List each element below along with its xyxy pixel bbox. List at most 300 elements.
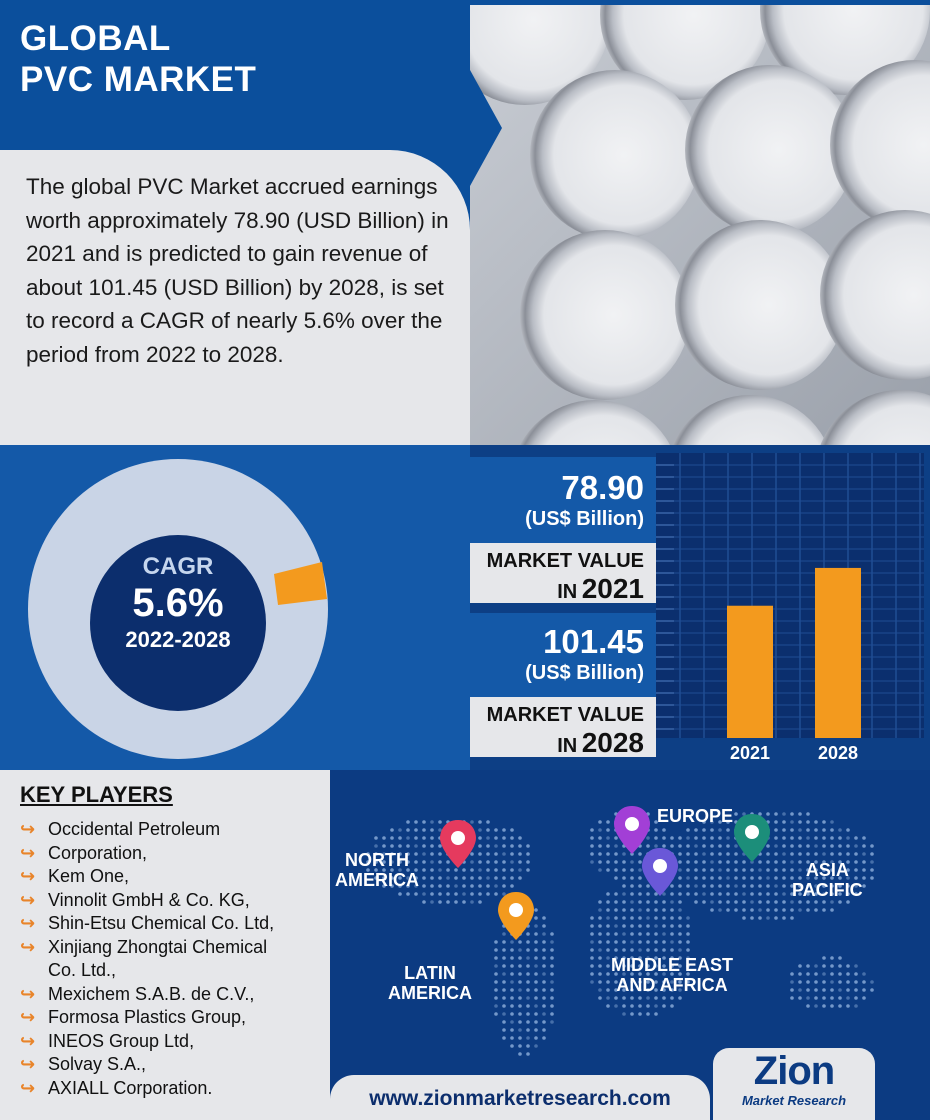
map-dot bbox=[590, 940, 594, 944]
map-dot bbox=[694, 844, 698, 848]
map-dot bbox=[638, 1012, 642, 1016]
map-dot bbox=[638, 932, 642, 936]
map-dot bbox=[406, 892, 410, 896]
map-dot bbox=[494, 892, 498, 896]
market-value-2028-box bbox=[470, 613, 656, 697]
map-dot bbox=[726, 860, 730, 864]
map-dot bbox=[406, 828, 410, 832]
map-dot bbox=[646, 836, 650, 840]
map-dot bbox=[398, 892, 402, 896]
map-dot bbox=[726, 852, 730, 856]
map-dot bbox=[446, 876, 450, 880]
map-dot bbox=[518, 964, 522, 968]
map-dot bbox=[838, 900, 842, 904]
map-dot bbox=[814, 844, 818, 848]
map-dot bbox=[438, 876, 442, 880]
map-dot bbox=[774, 868, 778, 872]
map-dot bbox=[550, 1012, 554, 1016]
map-dot bbox=[542, 916, 546, 920]
map-dot bbox=[622, 852, 626, 856]
map-dot bbox=[766, 876, 770, 880]
map-dot bbox=[630, 932, 634, 936]
map-dot bbox=[478, 884, 482, 888]
map-dot bbox=[470, 876, 474, 880]
market-value-bar-chart bbox=[656, 453, 924, 765]
map-dot bbox=[590, 980, 594, 984]
map-dot bbox=[734, 884, 738, 888]
market-value-2028-year: 2028 bbox=[581, 727, 644, 758]
map-dot bbox=[686, 844, 690, 848]
map-dot bbox=[838, 972, 842, 976]
map-dot bbox=[606, 996, 610, 1000]
map-dot bbox=[598, 972, 602, 976]
map-dot bbox=[782, 868, 786, 872]
map-dot bbox=[614, 948, 618, 952]
map-dot bbox=[678, 868, 682, 872]
map-dot bbox=[606, 868, 610, 872]
map-dot bbox=[590, 956, 594, 960]
map-dot bbox=[454, 868, 458, 872]
map-dot bbox=[766, 852, 770, 856]
arrow-icon: ↪ bbox=[20, 1054, 36, 1074]
map-dot bbox=[790, 836, 794, 840]
map-dot bbox=[542, 1004, 546, 1008]
map-dot bbox=[638, 876, 642, 880]
map-dot bbox=[662, 924, 666, 928]
chart-plot-area bbox=[656, 453, 924, 738]
market-value-2028-unit: (US$ Billion) bbox=[525, 662, 644, 684]
map-dot bbox=[670, 884, 674, 888]
map-dot bbox=[430, 836, 434, 840]
map-dot bbox=[606, 820, 610, 824]
map-dot bbox=[486, 852, 490, 856]
map-dot bbox=[774, 844, 778, 848]
map-dot bbox=[686, 932, 690, 936]
map-dot bbox=[766, 868, 770, 872]
key-player-item bbox=[20, 818, 330, 842]
map-dot bbox=[478, 836, 482, 840]
north-america-pin-icon bbox=[440, 820, 476, 868]
map-dot bbox=[790, 852, 794, 856]
map-dot bbox=[678, 924, 682, 928]
map-dot bbox=[606, 828, 610, 832]
map-dot bbox=[678, 844, 682, 848]
key-players-panel bbox=[0, 770, 330, 1120]
map-dot bbox=[502, 1028, 506, 1032]
map-dot bbox=[414, 892, 418, 896]
map-dot bbox=[518, 980, 522, 984]
map-dot bbox=[422, 836, 426, 840]
map-dot bbox=[606, 924, 610, 928]
map-dot bbox=[510, 852, 514, 856]
map-dot bbox=[846, 828, 850, 832]
map-dot bbox=[838, 980, 842, 984]
map-dot bbox=[710, 884, 714, 888]
map-dot bbox=[430, 820, 434, 824]
map-dot bbox=[422, 820, 426, 824]
key-player-item bbox=[20, 936, 330, 960]
market-value-2021-label-box bbox=[470, 543, 656, 603]
map-dot bbox=[782, 892, 786, 896]
map-dot bbox=[838, 836, 842, 840]
map-dot bbox=[398, 836, 402, 840]
map-dot bbox=[662, 932, 666, 936]
map-dot bbox=[798, 988, 802, 992]
map-dot bbox=[766, 844, 770, 848]
map-dot bbox=[766, 900, 770, 904]
map-dot bbox=[686, 940, 690, 944]
map-dot bbox=[766, 812, 770, 816]
map-dot bbox=[718, 860, 722, 864]
map-dot bbox=[710, 844, 714, 848]
map-dot bbox=[494, 876, 498, 880]
map-dot bbox=[550, 1020, 554, 1024]
map-dot bbox=[590, 836, 594, 840]
map-dot bbox=[678, 996, 682, 1000]
map-dot bbox=[742, 884, 746, 888]
map-dot bbox=[542, 956, 546, 960]
map-dot bbox=[702, 844, 706, 848]
region-europe-line1: EUROPE bbox=[657, 806, 734, 826]
map-dot bbox=[526, 1012, 530, 1016]
map-dot bbox=[830, 1004, 834, 1008]
map-dot bbox=[534, 1044, 538, 1048]
map-dot bbox=[422, 900, 426, 904]
map-dot bbox=[750, 892, 754, 896]
map-dot bbox=[870, 988, 874, 992]
page-title bbox=[20, 18, 256, 100]
map-dot bbox=[422, 892, 426, 896]
map-dot bbox=[814, 980, 818, 984]
map-dot bbox=[670, 900, 674, 904]
map-dot bbox=[478, 892, 482, 896]
map-dot bbox=[470, 820, 474, 824]
map-dot bbox=[790, 820, 794, 824]
map-dot bbox=[806, 964, 810, 968]
map-dot bbox=[518, 996, 522, 1000]
map-dot bbox=[622, 908, 626, 912]
map-dot bbox=[502, 876, 506, 880]
map-dot bbox=[686, 876, 690, 880]
map-dot bbox=[510, 996, 514, 1000]
map-dot bbox=[462, 892, 466, 896]
arrow-icon: ↪ bbox=[20, 936, 36, 957]
map-dot bbox=[806, 980, 810, 984]
map-dot bbox=[614, 860, 618, 864]
map-dot bbox=[838, 844, 842, 848]
logo-subtext: Market Research bbox=[741, 1093, 847, 1108]
map-dot bbox=[654, 924, 658, 928]
map-dot bbox=[670, 940, 674, 944]
map-dot bbox=[830, 852, 834, 856]
map-dot bbox=[646, 948, 650, 952]
map-dot bbox=[638, 868, 642, 872]
map-dot bbox=[414, 820, 418, 824]
description-box bbox=[0, 150, 470, 445]
map-dot bbox=[830, 964, 834, 968]
map-dot bbox=[646, 884, 650, 888]
map-dot bbox=[654, 908, 658, 912]
map-dot bbox=[414, 828, 418, 832]
map-dot bbox=[694, 892, 698, 896]
map-dot bbox=[630, 924, 634, 928]
map-dot bbox=[726, 868, 730, 872]
map-dot bbox=[510, 988, 514, 992]
map-dot bbox=[798, 836, 802, 840]
map-dot bbox=[438, 828, 442, 832]
map-dot bbox=[590, 964, 594, 968]
map-dot bbox=[462, 868, 466, 872]
map-dot bbox=[550, 948, 554, 952]
map-dot bbox=[502, 988, 506, 992]
key-player-name: Formosa Plastics Group, bbox=[48, 1007, 247, 1027]
map-dot bbox=[630, 948, 634, 952]
key-player-name: Vinnolit GmbH & Co. KG, bbox=[48, 889, 250, 910]
map-dot bbox=[614, 836, 618, 840]
map-dot bbox=[758, 860, 762, 864]
map-dot bbox=[766, 884, 770, 888]
key-players-list bbox=[20, 818, 330, 1100]
map-dot bbox=[822, 980, 826, 984]
map-dot bbox=[518, 1052, 522, 1056]
map-dot bbox=[494, 972, 498, 976]
map-dot bbox=[590, 860, 594, 864]
map-dot bbox=[518, 844, 522, 848]
map-dot bbox=[814, 828, 818, 832]
map-dot bbox=[750, 868, 754, 872]
arrow-icon: ↪ bbox=[20, 1007, 36, 1027]
map-dot bbox=[638, 940, 642, 944]
map-dot bbox=[646, 916, 650, 920]
map-dot bbox=[494, 852, 498, 856]
map-dot bbox=[542, 980, 546, 984]
map-dot bbox=[478, 860, 482, 864]
map-dot bbox=[502, 964, 506, 968]
map-dot bbox=[726, 884, 730, 888]
map-dot bbox=[502, 884, 506, 888]
map-dot bbox=[782, 852, 786, 856]
map-dot bbox=[726, 892, 730, 896]
bottom-section bbox=[0, 770, 930, 1120]
market-value-2028-prefix: IN bbox=[557, 735, 578, 757]
map-dot bbox=[550, 996, 554, 1000]
map-dot bbox=[614, 852, 618, 856]
map-dot bbox=[494, 844, 498, 848]
map-dot bbox=[614, 868, 618, 872]
map-dot bbox=[870, 844, 874, 848]
map-dot bbox=[438, 892, 442, 896]
map-dot bbox=[526, 1004, 530, 1008]
map-dot bbox=[510, 876, 514, 880]
map-dot bbox=[862, 836, 866, 840]
cagr-circle bbox=[90, 535, 266, 711]
map-dot bbox=[478, 876, 482, 880]
map-dot bbox=[814, 1004, 818, 1008]
map-dot bbox=[790, 916, 794, 920]
map-dot bbox=[510, 956, 514, 960]
map-dot bbox=[502, 852, 506, 856]
map-dot bbox=[798, 964, 802, 968]
map-dot bbox=[854, 988, 858, 992]
bar-2028 bbox=[815, 568, 861, 738]
map-dot bbox=[782, 860, 786, 864]
map-dot bbox=[814, 836, 818, 840]
map-dot bbox=[526, 932, 530, 936]
map-dot bbox=[710, 828, 714, 832]
map-dot bbox=[598, 844, 602, 848]
map-dot bbox=[638, 948, 642, 952]
map-dot bbox=[774, 852, 778, 856]
map-dot bbox=[806, 972, 810, 976]
map-dot bbox=[870, 868, 874, 872]
map-dot bbox=[654, 836, 658, 840]
map-dot bbox=[774, 916, 778, 920]
map-dot bbox=[662, 916, 666, 920]
map-dot bbox=[646, 900, 650, 904]
map-dot bbox=[494, 956, 498, 960]
map-dot bbox=[622, 948, 626, 952]
map-dot bbox=[534, 932, 538, 936]
map-dot bbox=[438, 844, 442, 848]
map-dot bbox=[438, 820, 442, 824]
map-dot bbox=[758, 892, 762, 896]
map-dot bbox=[702, 868, 706, 872]
map-dot bbox=[798, 908, 802, 912]
map-dot bbox=[502, 996, 506, 1000]
map-dot bbox=[830, 956, 834, 960]
map-dot bbox=[798, 812, 802, 816]
map-dot bbox=[502, 956, 506, 960]
map-dot bbox=[678, 916, 682, 920]
map-dot bbox=[598, 916, 602, 920]
map-dot bbox=[678, 908, 682, 912]
map-dot bbox=[430, 876, 434, 880]
map-dot bbox=[662, 900, 666, 904]
map-dot bbox=[622, 1012, 626, 1016]
map-dot bbox=[590, 852, 594, 856]
map-dot bbox=[494, 948, 498, 952]
map-dot bbox=[854, 964, 858, 968]
map-dot bbox=[814, 900, 818, 904]
map-dot bbox=[622, 892, 626, 896]
map-dot bbox=[798, 980, 802, 984]
map-dot bbox=[518, 1004, 522, 1008]
map-dot bbox=[806, 828, 810, 832]
key-player-item bbox=[20, 959, 330, 983]
map-dot bbox=[646, 924, 650, 928]
map-dot bbox=[718, 852, 722, 856]
map-dot bbox=[542, 964, 546, 968]
map-dot bbox=[718, 844, 722, 848]
map-dot bbox=[438, 900, 442, 904]
market-value-2021-year: 2021 bbox=[581, 573, 644, 604]
title-line-1: GLOBAL bbox=[20, 19, 171, 58]
map-dot bbox=[798, 828, 802, 832]
map-dot bbox=[486, 820, 490, 824]
map-dot bbox=[534, 988, 538, 992]
map-dot bbox=[430, 892, 434, 896]
description-text: The global PVC Market accrued earnings worth approximately 78.90 (USD Billion) in 2021 and is predicted to gain revenue of about 101.45 (USD Billion) by 2028, is set to record a CAGR of nearly 5.6% over the period from 2022 to 2028. bbox=[26, 174, 449, 367]
map-dot bbox=[814, 964, 818, 968]
map-dot bbox=[838, 956, 842, 960]
map-dot bbox=[678, 932, 682, 936]
map-dot bbox=[470, 860, 474, 864]
map-dot bbox=[710, 860, 714, 864]
arrow-icon: ↪ bbox=[20, 842, 36, 863]
region-latin-america bbox=[388, 963, 472, 1003]
key-player-name: Co. Ltd., bbox=[48, 960, 117, 980]
map-dot bbox=[694, 876, 698, 880]
map-dot bbox=[422, 860, 426, 864]
map-dot bbox=[822, 828, 826, 832]
market-value-section bbox=[0, 445, 930, 770]
map-dot bbox=[606, 836, 610, 840]
map-dot bbox=[598, 908, 602, 912]
market-value-2021: 78.90 bbox=[561, 469, 644, 506]
map-dot bbox=[598, 924, 602, 928]
map-dot bbox=[702, 828, 706, 832]
map-dot bbox=[710, 892, 714, 896]
map-dot bbox=[414, 836, 418, 840]
map-dot bbox=[454, 900, 458, 904]
map-dot bbox=[518, 1020, 522, 1024]
map-dot bbox=[526, 996, 530, 1000]
arrow-icon: ↪ bbox=[20, 1077, 36, 1098]
map-dot bbox=[598, 852, 602, 856]
map-dot bbox=[870, 980, 874, 984]
map-dot bbox=[718, 884, 722, 888]
map-dot bbox=[542, 1020, 546, 1024]
map-dot bbox=[510, 836, 514, 840]
map-dot bbox=[702, 892, 706, 896]
map-dot bbox=[398, 844, 402, 848]
map-dot bbox=[830, 980, 834, 984]
map-dot bbox=[790, 812, 794, 816]
map-dot bbox=[518, 876, 522, 880]
map-dot bbox=[774, 860, 778, 864]
map-dot bbox=[702, 900, 706, 904]
map-dot bbox=[862, 972, 866, 976]
map-dot bbox=[390, 836, 394, 840]
map-dot bbox=[622, 940, 626, 944]
map-dot bbox=[678, 940, 682, 944]
map-dot bbox=[822, 908, 826, 912]
map-dot bbox=[422, 876, 426, 880]
map-dot bbox=[518, 1036, 522, 1040]
map-dot bbox=[534, 1004, 538, 1008]
map-dot bbox=[806, 812, 810, 816]
map-dot bbox=[734, 860, 738, 864]
map-dot bbox=[630, 940, 634, 944]
map-dot bbox=[382, 836, 386, 840]
map-dot bbox=[550, 956, 554, 960]
map-dot bbox=[526, 964, 530, 968]
map-dot bbox=[654, 1012, 658, 1016]
map-dot bbox=[638, 860, 642, 864]
map-dot bbox=[526, 844, 530, 848]
website-url[interactable]: www.zionmarketresearch.com bbox=[330, 1075, 710, 1120]
map-dot bbox=[598, 964, 602, 968]
map-dot bbox=[846, 972, 850, 976]
map-dot bbox=[406, 836, 410, 840]
map-dot bbox=[798, 996, 802, 1000]
map-dot bbox=[598, 860, 602, 864]
map-dot bbox=[774, 884, 778, 888]
map-dot bbox=[798, 820, 802, 824]
map-dot bbox=[502, 940, 506, 944]
map-dot bbox=[438, 860, 442, 864]
map-dot bbox=[502, 1036, 506, 1040]
